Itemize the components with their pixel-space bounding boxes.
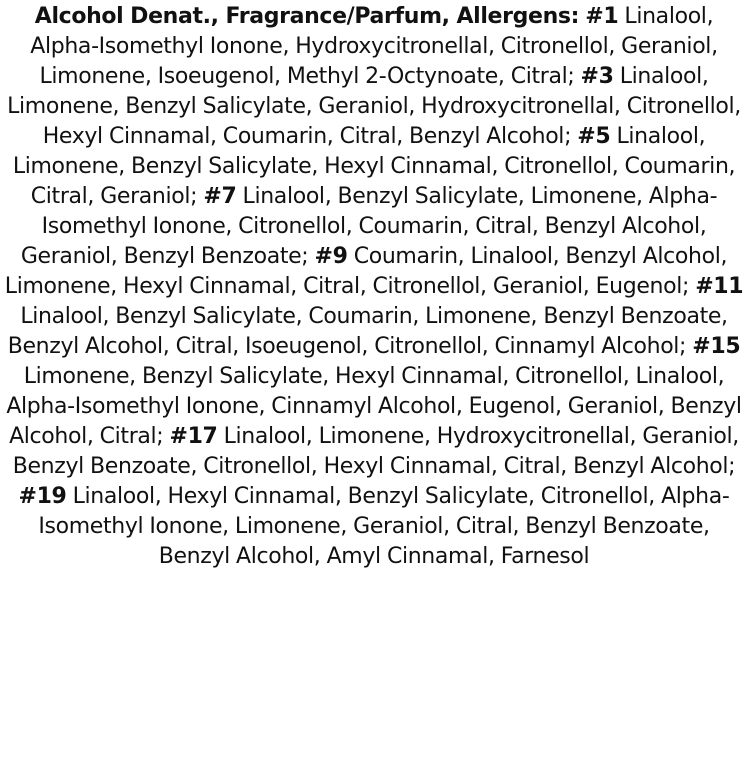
variant-allergen-list-5: Linalool, Limonene, Benzyl Salicylate, Hexyl Cinnamal, Citronellol, Coumarin, Citral, Geraniol; [12, 124, 736, 209]
variant-allergen-list-17: Linalool, Limonene, Hydroxycitronellal, Geraniol, Benzyl Benzoate, Citronellol, Hexyl Cinnamal, Citral, Benzyl Alcohol; [12, 424, 739, 479]
variant-number-19: #19 [18, 484, 67, 509]
variant-allergen-list-19: Linalool, Hexyl Cinnamal, Benzyl Salicylate, Citronellol, Alpha-Isomethyl Ionone, Limonene, Geraniol, Citral, Benzyl Benzoate, Benzyl Alcohol, Amyl Cinnamal, Farnesol [38, 484, 730, 569]
variant-number-17: #17 [169, 424, 218, 449]
variant-allergen-list-11: Linalool, Benzyl Salicylate, Coumarin, Limonene, Benzyl Benzoate, Benzyl Alcohol, Citral, Isoeugenol, Citronellol, Cinnamyl Alcohol; [7, 304, 728, 359]
variant-number-9: #9 [314, 244, 348, 269]
variant-number-3: #3 [580, 64, 614, 89]
variant-allergen-list-9: Coumarin, Linalool, Benzyl Alcohol, Limonene, Hexyl Cinnamal, Citral, Citronellol, Geraniol, Eugenol; [4, 244, 728, 299]
variant-number-15: #15 [692, 334, 741, 359]
variant-number-1: #1 [585, 4, 619, 29]
variant-number-7: #7 [203, 184, 237, 209]
variant-allergen-list-1: Linalool, Alpha-Isomethyl Ionone, Hydroxycitronellal, Citronellol, Geraniol, Limonene, Isoeugenol, Methyl 2-Octynoate, Citral; [30, 4, 718, 89]
variant-allergen-list-15: Limonene, Benzyl Salicylate, Hexyl Cinnamal, Citronellol, Linalool, Alpha-Isomethyl Ionone, Cinnamyl Alcohol, Eugenol, Geraniol, Benzyl Alcohol, Citral; [6, 364, 742, 449]
variant-number-11: #11 [695, 274, 744, 299]
variant-number-5: #5 [577, 124, 611, 149]
variant-allergen-list-3: Linalool, Limonene, Benzyl Salicylate, Geraniol, Hydroxycitronellal, Citronellol, Hexyl Cinnamal, Coumarin, Citral, Benzyl Alcohol; [7, 64, 741, 149]
variant-allergen-list-7: Linalool, Benzyl Salicylate, Limonene, Alpha-Isomethyl Ionone, Citronellol, Coumarin, Citral, Benzyl Alcohol, Geraniol, Benzyl Benzoate; [20, 184, 718, 269]
allergens-heading: Alcohol Denat., Fragrance/Parfum, Allergens: [34, 4, 580, 29]
